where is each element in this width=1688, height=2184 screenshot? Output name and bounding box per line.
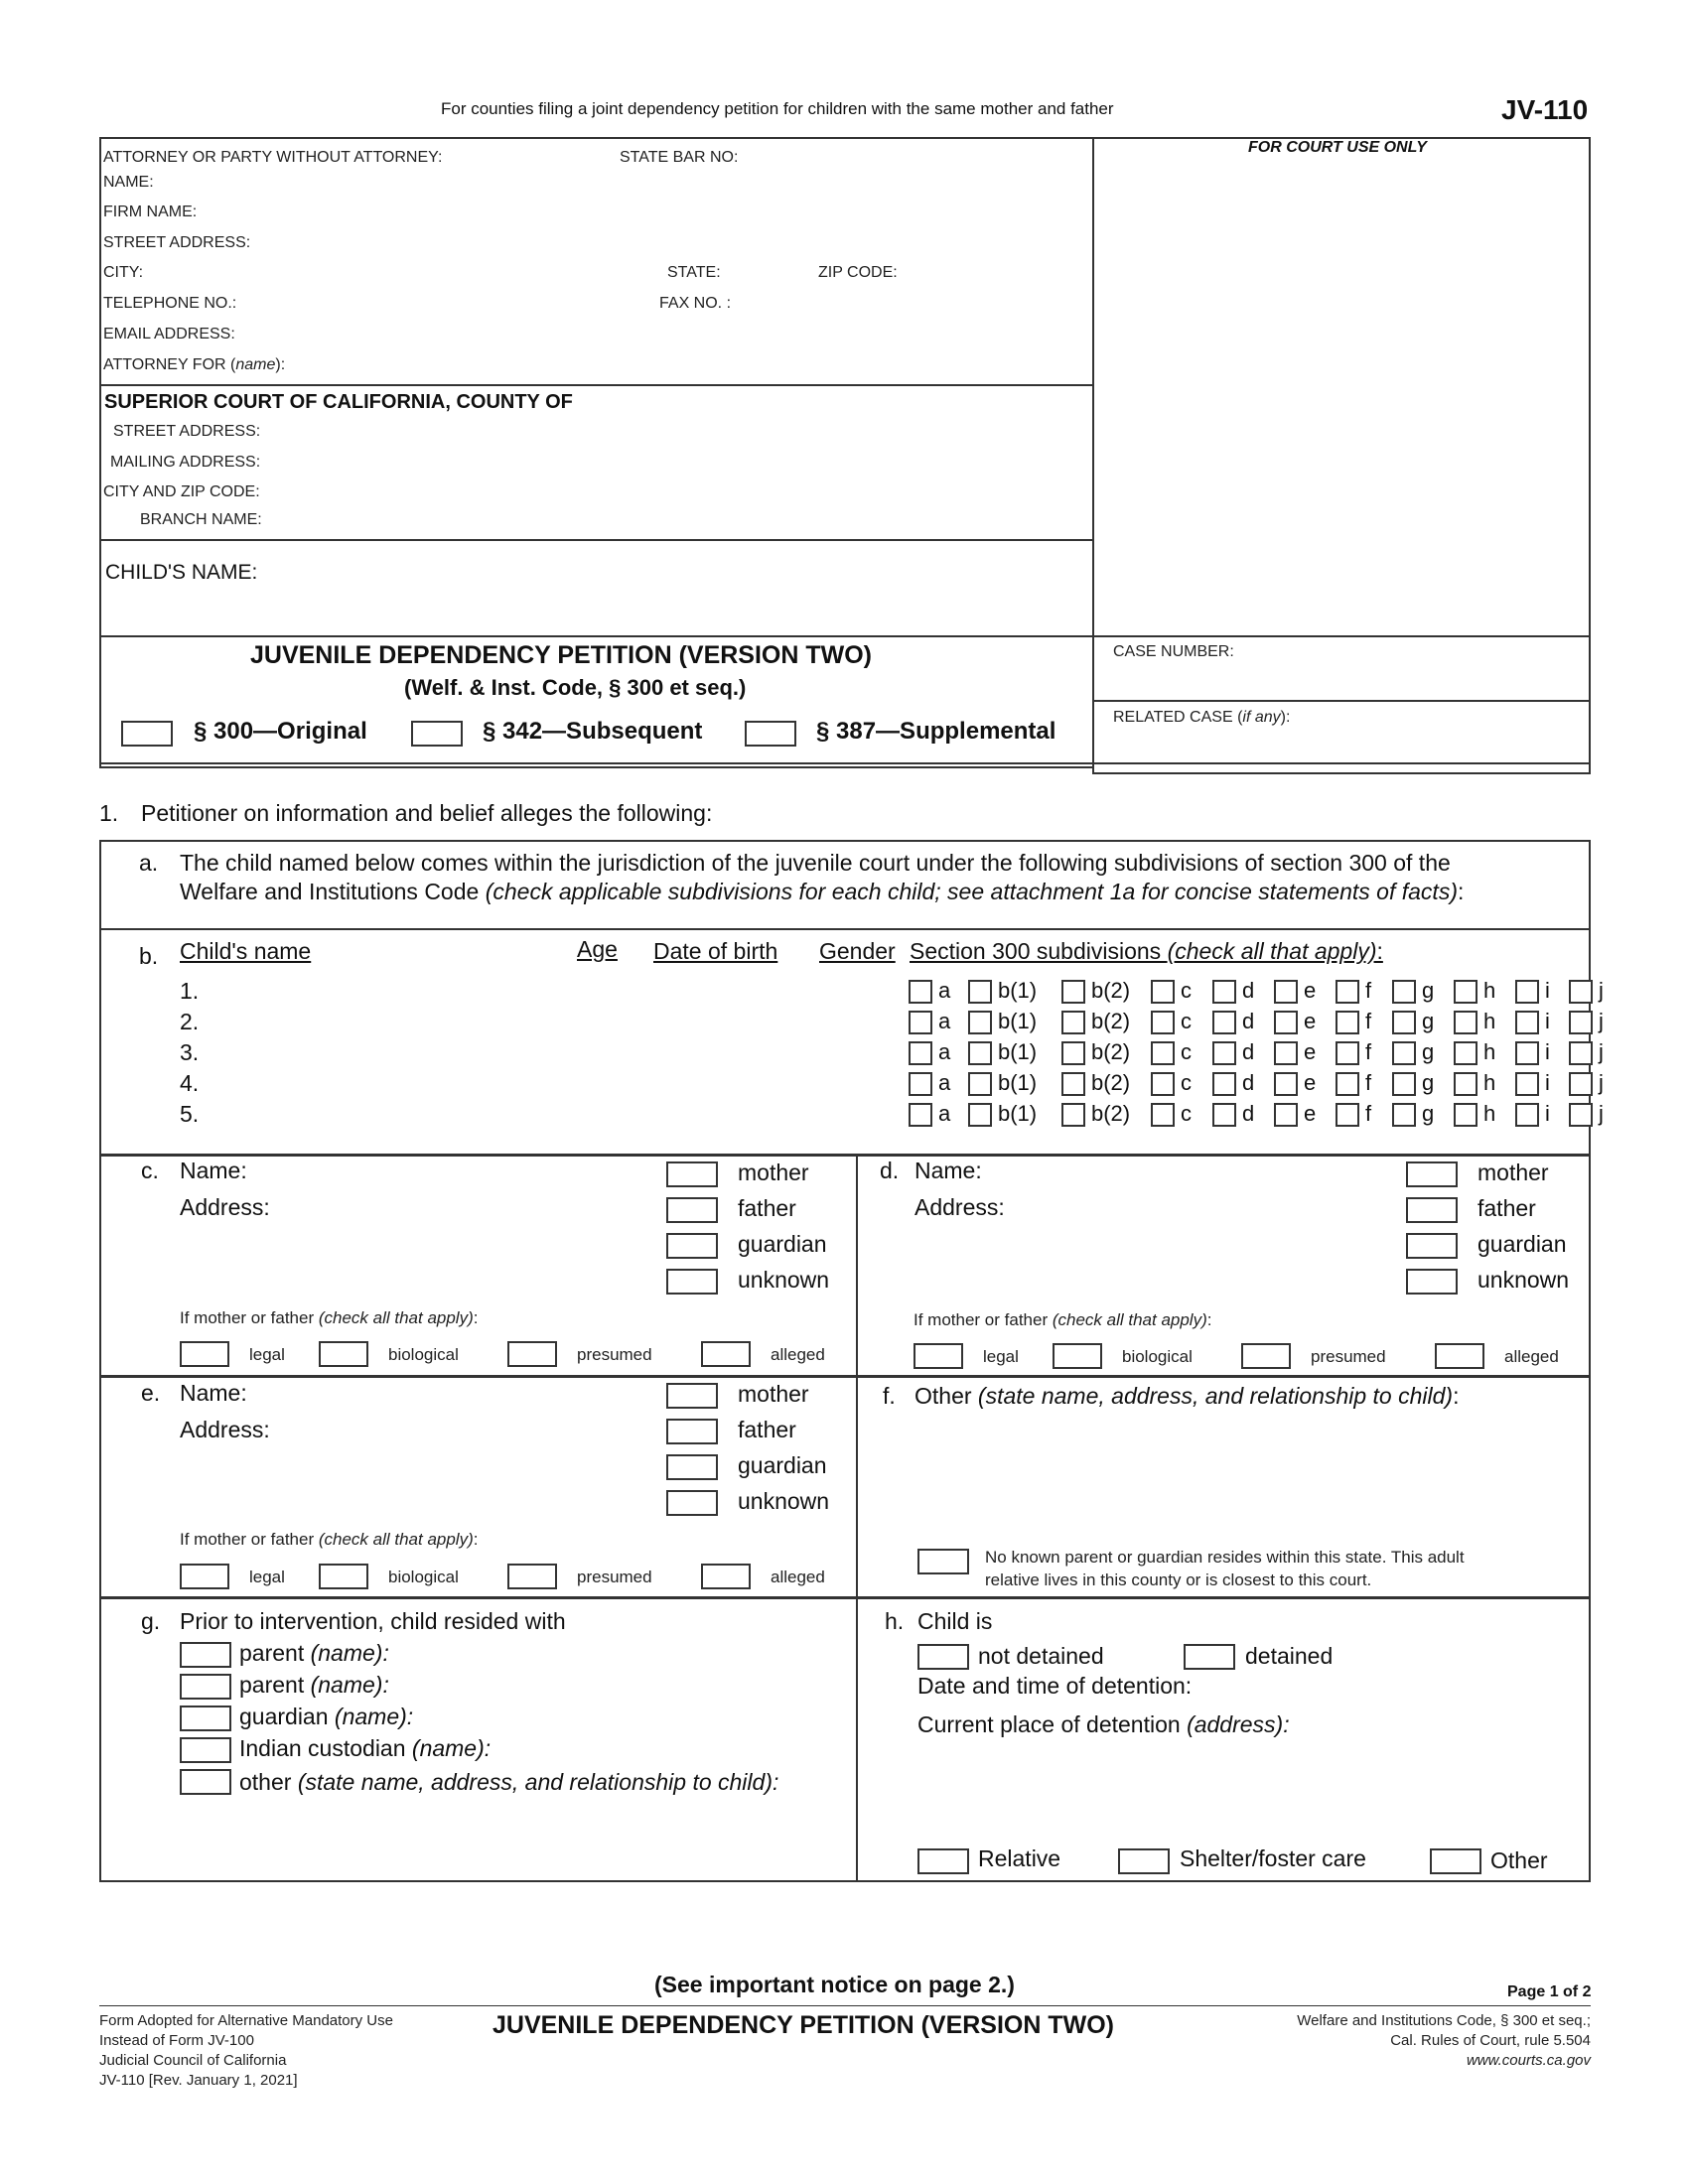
- g-parent1-checkbox[interactable]: [180, 1642, 231, 1668]
- subdivision-label: i: [1545, 1009, 1550, 1033]
- subdivision-label: d: [1242, 1039, 1255, 1064]
- guardian-label: guardian: [738, 1231, 827, 1257]
- subdivision-label: h: [1483, 1070, 1496, 1095]
- guardian-label: guardian: [738, 1452, 827, 1478]
- item-h-title: Child is: [917, 1608, 993, 1634]
- no-known-parent-line2: relative lives in this county or is closest to this court.: [985, 1570, 1372, 1589]
- child-row-number: 3.: [180, 1039, 200, 1065]
- footer-left-1: Form Adopted for Alternative Mandatory Use: [99, 2012, 393, 2029]
- g-indian-custodian-label: Indian custodian (name):: [239, 1735, 492, 1761]
- subdivision-checkbox[interactable]: [1061, 1072, 1085, 1096]
- divider: [99, 1375, 1591, 1378]
- relative-label: Relative: [978, 1845, 1061, 1871]
- mother-label: mother: [738, 1160, 809, 1185]
- subdivision-label: b(2): [1091, 978, 1131, 1003]
- subdivision-label: d: [1242, 1009, 1255, 1033]
- item-h-letter: h.: [885, 1608, 905, 1634]
- subdivision-label: e: [1304, 978, 1317, 1003]
- if-mother-or-father-label: If mother or father (check all that apply):: [914, 1310, 1212, 1329]
- other-checkbox[interactable]: [1430, 1848, 1481, 1874]
- important-notice: (See important notice on page 2.): [654, 1972, 1015, 1997]
- subdivision-checkbox[interactable]: [1336, 980, 1359, 1004]
- subdivision-checkbox[interactable]: [1151, 1103, 1175, 1127]
- father-checkbox[interactable]: [1406, 1197, 1458, 1223]
- father-label: father: [738, 1195, 796, 1221]
- biological-checkbox[interactable]: [319, 1564, 368, 1589]
- subdivision-checkbox[interactable]: [1454, 1041, 1477, 1065]
- subdivision-label: c: [1181, 978, 1192, 1003]
- divider: [99, 539, 1094, 541]
- subdivision-checkbox[interactable]: [1274, 1103, 1298, 1127]
- subdivision-checkbox[interactable]: [1274, 1072, 1298, 1096]
- item-e-letter: e.: [141, 1380, 161, 1406]
- subdivision-checkbox[interactable]: [1515, 1011, 1539, 1034]
- subdivision-label: d: [1242, 1070, 1255, 1095]
- supplemental-label: § 387—Supplemental: [816, 718, 1056, 745]
- legal-checkbox[interactable]: [914, 1343, 963, 1369]
- subdivision-label: j: [1599, 1070, 1604, 1095]
- subdivision-checkbox[interactable]: [1336, 1041, 1359, 1065]
- subdivision-checkbox[interactable]: [1515, 1103, 1539, 1127]
- divider: [856, 1154, 858, 1882]
- place-of-detention: Current place of detention (address):: [917, 1711, 1290, 1737]
- court-use-label: FOR COURT USE ONLY: [1248, 139, 1427, 156]
- subdivision-checkbox[interactable]: [968, 1072, 992, 1096]
- subdivision-checkbox[interactable]: [1274, 980, 1298, 1004]
- related-case-label: RELATED CASE (if any):: [1113, 709, 1291, 726]
- subdivision-label: e: [1304, 1009, 1317, 1033]
- subdivision-checkbox[interactable]: [1392, 980, 1416, 1004]
- subdivision-label: a: [938, 1101, 951, 1126]
- court-branch-label: BRANCH NAME:: [140, 511, 262, 528]
- subdivision-checkbox[interactable]: [1336, 1103, 1359, 1127]
- if-mother-or-father-label: If mother or father (check all that apply):: [180, 1530, 479, 1549]
- item-a-line1: The child named below comes within the jurisdiction of the juvenile court under the following subdivisions of section 300 of the: [180, 850, 1451, 876]
- subdivision-checkbox[interactable]: [1274, 1011, 1298, 1034]
- divider: [99, 384, 1094, 386]
- child-row-number: 5.: [180, 1101, 200, 1127]
- child-name-label: CHILD'S NAME:: [105, 561, 258, 584]
- if-mother-or-father-label: If mother or father (check all that apply):: [180, 1308, 479, 1327]
- mother-checkbox[interactable]: [666, 1161, 718, 1187]
- subdivision-checkbox[interactable]: [968, 980, 992, 1004]
- child-row-number: 1.: [180, 978, 200, 1004]
- not-detained-checkbox[interactable]: [917, 1644, 969, 1670]
- subdivision-label: h: [1483, 978, 1496, 1003]
- subdivision-label: c: [1181, 1039, 1192, 1064]
- subdivision-label: i: [1545, 1070, 1550, 1095]
- subdivision-checkbox[interactable]: [909, 1041, 932, 1065]
- subdivision-label: b(2): [1091, 1101, 1131, 1126]
- subdivision-label: b(1): [998, 1009, 1038, 1033]
- not-detained-label: not detained: [978, 1643, 1104, 1669]
- g-parent2-checkbox[interactable]: [180, 1674, 231, 1700]
- subsequent-checkbox[interactable]: [411, 721, 463, 747]
- subdivision-label: e: [1304, 1070, 1317, 1095]
- subdivision-label: d: [1242, 1101, 1255, 1126]
- item-f-letter: f.: [883, 1383, 896, 1409]
- item-f-text: Other (state name, address, and relationship to child):: [914, 1383, 1460, 1409]
- child-row-number: 2.: [180, 1009, 200, 1034]
- subdivision-label: i: [1545, 1039, 1550, 1064]
- alleged-checkbox[interactable]: [701, 1564, 751, 1589]
- subdivision-label: h: [1483, 1101, 1496, 1126]
- subdivision-label: f: [1365, 1009, 1372, 1033]
- subdivision-label: e: [1304, 1039, 1317, 1064]
- state-label: STATE:: [667, 264, 721, 281]
- subdivision-label: f: [1365, 978, 1372, 1003]
- name-label: NAME:: [103, 174, 154, 191]
- divider: [1092, 700, 1591, 702]
- street-label: STREET ADDRESS:: [103, 234, 251, 251]
- unknown-label: unknown: [738, 1488, 830, 1514]
- child-row-number: 4.: [180, 1070, 200, 1096]
- subdivision-checkbox[interactable]: [1569, 1011, 1593, 1034]
- subdivision-checkbox[interactable]: [1061, 1011, 1085, 1034]
- item-d-letter: d.: [880, 1158, 900, 1183]
- divider: [99, 635, 1591, 637]
- biological-checkbox[interactable]: [1053, 1343, 1102, 1369]
- alleged-checkbox[interactable]: [1435, 1343, 1484, 1369]
- form-id: JV-110: [1501, 94, 1589, 125]
- subdivision-checkbox[interactable]: [1336, 1011, 1359, 1034]
- item-a-line2: Welfare and Institutions Code (check applicable subdivisions for each child; see attachment 1a for concise statements of facts):: [180, 879, 1465, 904]
- subdivision-checkbox[interactable]: [909, 1103, 932, 1127]
- g-guardian-label: guardian (name):: [239, 1704, 414, 1729]
- subdivision-label: f: [1365, 1070, 1372, 1095]
- subdivision-checkbox[interactable]: [1336, 1072, 1359, 1096]
- subdivision-checkbox[interactable]: [1061, 1041, 1085, 1065]
- subdivision-label: i: [1545, 978, 1550, 1003]
- item-d-address: Address:: [914, 1194, 1005, 1220]
- footer-left-4: JV-110 [Rev. January 1, 2021]: [99, 2072, 298, 2089]
- item-e-name: Name:: [180, 1380, 247, 1406]
- unknown-label: unknown: [738, 1267, 830, 1293]
- subdivision-checkbox[interactable]: [1515, 980, 1539, 1004]
- subdivision-checkbox[interactable]: [1569, 980, 1593, 1004]
- footer-left-3: Judicial Council of California: [99, 2052, 287, 2069]
- subdivision-checkbox[interactable]: [909, 1011, 932, 1034]
- alleged-label: alleged: [771, 1345, 825, 1364]
- subdivision-label: b(1): [998, 1039, 1038, 1064]
- relative-checkbox[interactable]: [917, 1848, 969, 1874]
- biological-label: biological: [388, 1345, 459, 1364]
- footer-right-2: Cal. Rules of Court, rule 5.504: [1390, 2032, 1591, 2049]
- subdivision-label: a: [938, 1039, 951, 1064]
- subdivision-label: a: [938, 1070, 951, 1095]
- subdivision-checkbox[interactable]: [1212, 1072, 1236, 1096]
- no-known-parent-checkbox[interactable]: [917, 1549, 969, 1574]
- g-guardian-checkbox[interactable]: [180, 1706, 231, 1731]
- case-number-label: CASE NUMBER:: [1113, 643, 1234, 660]
- divider: [99, 1596, 1591, 1599]
- presumed-checkbox[interactable]: [1241, 1343, 1291, 1369]
- father-label: father: [738, 1417, 796, 1442]
- subdivision-checkbox[interactable]: [968, 1011, 992, 1034]
- mother-label: mother: [738, 1381, 809, 1407]
- presumed-label: presumed: [577, 1568, 652, 1586]
- father-checkbox[interactable]: [666, 1419, 718, 1444]
- subdivision-label: b(1): [998, 1070, 1038, 1095]
- court-title: SUPERIOR COURT OF CALIFORNIA, COUNTY OF: [104, 391, 573, 413]
- subdivision-label: j: [1599, 1101, 1604, 1126]
- footer-right-1: Welfare and Institutions Code, § 300 et seq.;: [1297, 2012, 1591, 2029]
- item-g-title: Prior to intervention, child resided with: [180, 1608, 566, 1634]
- item-e-address: Address:: [180, 1417, 270, 1442]
- guardian-checkbox[interactable]: [666, 1454, 718, 1480]
- father-checkbox[interactable]: [666, 1197, 718, 1223]
- col-dob: Date of birth: [653, 938, 778, 964]
- alleged-label: alleged: [771, 1568, 825, 1586]
- original-label: § 300—Original: [194, 718, 367, 745]
- subdivision-checkbox[interactable]: [1569, 1103, 1593, 1127]
- col-gender: Gender: [819, 938, 896, 964]
- page-number: Page 1 of 2: [1507, 1983, 1592, 2000]
- fax-label: FAX NO. :: [659, 295, 732, 312]
- subdivision-label: b(1): [998, 1101, 1038, 1126]
- subdivision-checkbox[interactable]: [1212, 980, 1236, 1004]
- subdivision-label: b(2): [1091, 1039, 1131, 1064]
- biological-checkbox[interactable]: [319, 1341, 368, 1367]
- g-parent1-label: parent (name):: [239, 1640, 389, 1666]
- subdivision-checkbox[interactable]: [1151, 980, 1175, 1004]
- unknown-checkbox[interactable]: [666, 1269, 718, 1295]
- subdivision-checkbox[interactable]: [1515, 1041, 1539, 1065]
- phone-label: TELEPHONE NO.:: [103, 295, 237, 312]
- top-note: For counties filing a joint dependency petition for children with the same mother and father: [441, 99, 1114, 118]
- guardian-checkbox[interactable]: [1406, 1233, 1458, 1259]
- subdivision-label: e: [1304, 1101, 1317, 1126]
- no-known-parent-line1: No known parent or guardian resides within this state. This adult: [985, 1548, 1465, 1567]
- legal-checkbox[interactable]: [180, 1564, 229, 1589]
- subdivision-checkbox[interactable]: [1151, 1041, 1175, 1065]
- subdivision-label: b(2): [1091, 1009, 1131, 1033]
- detained-label: detained: [1245, 1643, 1334, 1669]
- legal-checkbox[interactable]: [180, 1341, 229, 1367]
- detained-checkbox[interactable]: [1184, 1644, 1235, 1670]
- presumed-label: presumed: [1311, 1347, 1386, 1366]
- footer-left-2: Instead of Form JV-100: [99, 2032, 254, 2049]
- subsequent-label: § 342—Subsequent: [483, 718, 703, 745]
- email-label: EMAIL ADDRESS:: [103, 326, 235, 342]
- petition-title: JUVENILE DEPENDENCY PETITION (VERSION TWO): [250, 641, 873, 669]
- subdivision-checkbox[interactable]: [968, 1041, 992, 1065]
- subdivision-label: g: [1422, 1039, 1435, 1064]
- mother-label: mother: [1477, 1160, 1549, 1185]
- subdivision-label: i: [1545, 1101, 1550, 1126]
- subdivision-label: c: [1181, 1101, 1192, 1126]
- subdivision-checkbox[interactable]: [1454, 1103, 1477, 1127]
- unknown-checkbox[interactable]: [1406, 1269, 1458, 1295]
- guardian-checkbox[interactable]: [666, 1233, 718, 1259]
- legal-label: legal: [249, 1568, 285, 1586]
- subdivision-checkbox[interactable]: [909, 1072, 932, 1096]
- subdivision-checkbox[interactable]: [1212, 1011, 1236, 1034]
- supplemental-checkbox[interactable]: [745, 721, 796, 747]
- mother-checkbox[interactable]: [1406, 1161, 1458, 1187]
- subdivision-checkbox[interactable]: [1212, 1103, 1236, 1127]
- col-age: Age: [577, 936, 618, 962]
- firm-label: FIRM NAME:: [103, 204, 198, 220]
- subdivision-label: g: [1422, 1009, 1435, 1033]
- subdivision-checkbox[interactable]: [1392, 1011, 1416, 1034]
- subdivision-label: h: [1483, 1009, 1496, 1033]
- item-g-letter: g.: [141, 1608, 161, 1634]
- subdivision-checkbox[interactable]: [1569, 1041, 1593, 1065]
- subdivision-label: a: [938, 978, 951, 1003]
- g-other-label: other (state name, address, and relationship to child):: [239, 1769, 779, 1795]
- other-label: Other: [1490, 1847, 1548, 1873]
- court-street-label: STREET ADDRESS:: [113, 423, 261, 440]
- father-label: father: [1477, 1195, 1536, 1221]
- subdivision-checkbox[interactable]: [1061, 980, 1085, 1004]
- subdivision-label: j: [1599, 1039, 1604, 1064]
- city-label: CITY:: [103, 264, 144, 281]
- guardian-label: guardian: [1477, 1231, 1567, 1257]
- date-time-detention: Date and time of detention:: [917, 1673, 1193, 1699]
- alleged-checkbox[interactable]: [701, 1341, 751, 1367]
- subdivision-checkbox[interactable]: [968, 1103, 992, 1127]
- legal-label: legal: [249, 1345, 285, 1364]
- subdivision-label: d: [1242, 978, 1255, 1003]
- unknown-checkbox[interactable]: [666, 1490, 718, 1516]
- divider: [99, 635, 101, 764]
- legal-label: legal: [983, 1347, 1019, 1366]
- subdivision-checkbox[interactable]: [1569, 1072, 1593, 1096]
- subdivision-label: a: [938, 1009, 951, 1033]
- g-other-checkbox[interactable]: [180, 1769, 231, 1795]
- subdivision-label: f: [1365, 1039, 1372, 1064]
- zip-label: ZIP CODE:: [818, 264, 898, 281]
- subdivision-label: c: [1181, 1009, 1192, 1033]
- item-b-letter: b.: [139, 943, 159, 969]
- col-subdivisions: Section 300 subdivisions (check all that apply):: [910, 938, 1383, 964]
- subdivision-label: g: [1422, 1101, 1435, 1126]
- court-city-zip-label: CITY AND ZIP CODE:: [103, 483, 260, 500]
- divider: [99, 928, 1591, 930]
- biological-label: biological: [388, 1568, 459, 1586]
- subdivision-label: h: [1483, 1039, 1496, 1064]
- presumed-checkbox[interactable]: [507, 1341, 557, 1367]
- subdivision-checkbox[interactable]: [1151, 1011, 1175, 1034]
- shelter-checkbox[interactable]: [1118, 1848, 1170, 1874]
- g-parent2-label: parent (name):: [239, 1672, 389, 1698]
- biological-label: biological: [1122, 1347, 1193, 1366]
- mother-checkbox[interactable]: [666, 1383, 718, 1409]
- alleged-label: alleged: [1504, 1347, 1559, 1366]
- subdivision-label: b(2): [1091, 1070, 1131, 1095]
- subdivision-checkbox[interactable]: [1454, 1011, 1477, 1034]
- subdivision-checkbox[interactable]: [1454, 1072, 1477, 1096]
- subdivision-label: b(1): [998, 978, 1038, 1003]
- subdivision-checkbox[interactable]: [909, 980, 932, 1004]
- item-c-letter: c.: [141, 1158, 159, 1183]
- item1-number: 1.: [99, 800, 119, 826]
- item-d-name: Name:: [914, 1158, 982, 1183]
- unknown-label: unknown: [1477, 1267, 1570, 1293]
- court-mailing-label: MAILING ADDRESS:: [110, 454, 261, 471]
- footer-right-3: www.courts.ca.gov: [1466, 2052, 1591, 2069]
- subdivision-label: g: [1422, 978, 1435, 1003]
- subdivision-checkbox[interactable]: [1515, 1072, 1539, 1096]
- subdivision-label: f: [1365, 1101, 1372, 1126]
- item1-text: Petitioner on information and belief alleges the following:: [141, 800, 713, 826]
- item-a-letter: a.: [139, 850, 159, 876]
- attorney-for-label: ATTORNEY FOR (name):: [103, 356, 286, 373]
- subdivision-checkbox[interactable]: [1212, 1041, 1236, 1065]
- col-child-name: Child's name: [180, 938, 312, 964]
- item-c-name: Name:: [180, 1158, 247, 1183]
- subdivision-label: g: [1422, 1070, 1435, 1095]
- original-checkbox[interactable]: [121, 721, 173, 747]
- footer-rule: [99, 2005, 1591, 2006]
- state-bar-label: STATE BAR NO:: [620, 149, 739, 166]
- caption-attorney-box: [99, 137, 1094, 768]
- subdivision-checkbox[interactable]: [1392, 1041, 1416, 1065]
- subdivision-checkbox[interactable]: [1392, 1072, 1416, 1096]
- divider: [99, 1154, 1591, 1157]
- subdivision-checkbox[interactable]: [1151, 1072, 1175, 1096]
- court-use-box: [1092, 137, 1591, 774]
- g-indian-custodian-checkbox[interactable]: [180, 1737, 231, 1763]
- subdivision-checkbox[interactable]: [1061, 1103, 1085, 1127]
- attorney-label: ATTORNEY OR PARTY WITHOUT ATTORNEY:: [103, 149, 443, 166]
- petition-subtitle: (Welf. & Inst. Code, § 300 et seq.): [404, 675, 747, 700]
- presumed-checkbox[interactable]: [507, 1564, 557, 1589]
- subdivision-label: j: [1599, 1009, 1604, 1033]
- shelter-label: Shelter/foster care: [1180, 1845, 1366, 1871]
- subdivision-checkbox[interactable]: [1454, 980, 1477, 1004]
- subdivision-label: j: [1599, 978, 1604, 1003]
- presumed-label: presumed: [577, 1345, 652, 1364]
- subdivision-label: c: [1181, 1070, 1192, 1095]
- subdivision-checkbox[interactable]: [1274, 1041, 1298, 1065]
- footer-title: JUVENILE DEPENDENCY PETITION (VERSION TWO): [492, 2011, 1115, 2039]
- divider: [99, 762, 1591, 764]
- subdivision-checkbox[interactable]: [1392, 1103, 1416, 1127]
- item-c-address: Address:: [180, 1194, 270, 1220]
